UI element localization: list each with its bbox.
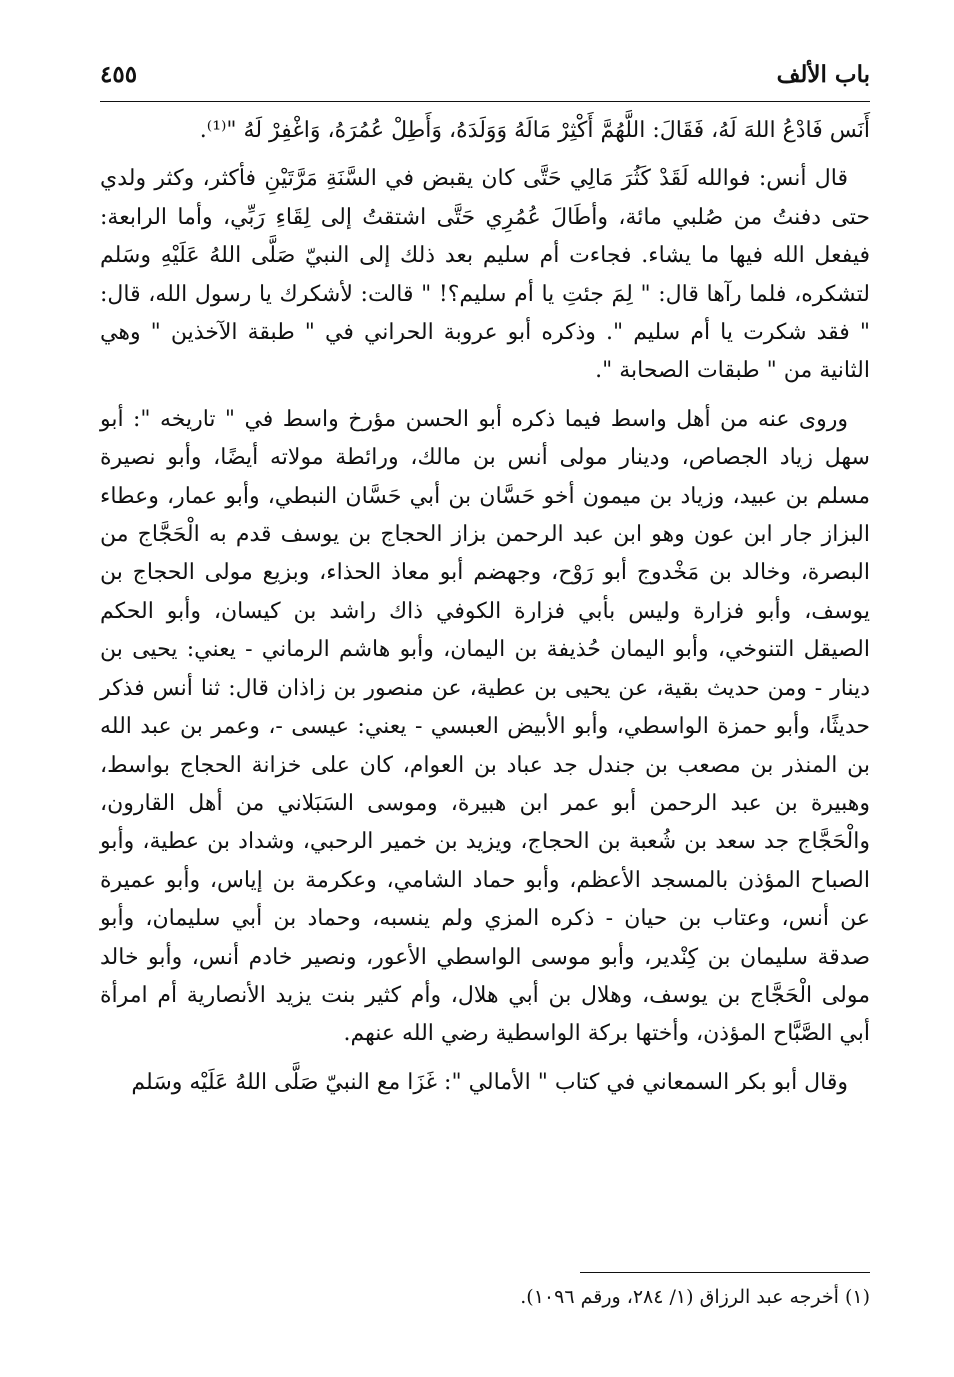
running-header	[100, 56, 870, 96]
page-number: ٤٥٥	[100, 61, 138, 88]
header-divider	[100, 101, 870, 102]
footnote: (١) أخرجه عبد الرزاق (١/ ٢٨٤، ورقم ١٠٩٦).	[520, 1286, 870, 1308]
paragraph-1: أَنَس فَادْعُ اللهَ لَهُ، فَقَالَ: اللَّهُمَّ أَكْثِرْ مَالَهُ وَوَلَدَهُ، وَأَطِلْ عُمُرَهُ، وَاغْفِرْ لَهُ "⁽¹⁾.	[199, 118, 870, 143]
main-text	[100, 112, 870, 1112]
chapter-title: باب الألف	[776, 61, 870, 88]
paragraph-3: وروى عنه من أهل واسط فيما ذكره أبو الحسن مؤرخ واسط في " تاريخه ": أبو سهل زياد الجصاص، ودينار مولى أنس بن مالك، ورائطة مولاته أيضًا، وأبو نصيرة مسلم بن عبيد، وزياد بن ميمون أخو حَسَّان بن أبي حَسَّان النبطي، وأبو عمار، وعطاء البزاز جار ابن عون وهو ابن عبد الرحمن بزاز الحجاج بن يوسف قدم به الْحَجَّاج من البصرة، وخالد بن مَخْدوج أبو رَوْح، وجهضم أبو معاذ الحذاء، وبزيع مولى الحجاج بن يوسف، وأبو فزارة وليس بأبي فزارة الكوفي ذاك راشد بن كيسان، وأبو الحكم الصيقل التنوخي، وأبو اليمان حُذيفة بن اليمان، وأبو هاشم الرماني - يعني: يحيى بن دينار - ومن حديث بقية، عن يحيى بن عطية، عن منصور بن زاذان قال: ثنا أنس فذكر حديثًا، وأبو حمزة الواسطي، وأبو الأبيض العبسي - يعني: عيسى -، وعمر بن عبد الله بن المنذر بن مصعب بن جندل جد عباد بن العوام، كان على خزانة الحجاج بواسط، وهبيرة بن عبد الرحمن أبو عمر ابن هبيرة، وموسى السَبَلاني من أهل القارون، والْحَجَّاج جد سعد بن شُعبة بن الحجاج، ويزيد بن خمير الرحبي، وشداد بن عطية، وأبو الصباح المؤذن بالمسجد الأعظم، وأبو حماد الشامي، وعكرمة بن إياس، وأبو عميرة عن أنس، وعتاب بن حيان - ذكره المزي ولم ينسبه، وحماد بن أبي سليمان، وأبو صدقة سليمان بن كِنْدير، وأبو موسى الواسطي الأعور، ونصير خادم أنس، وأبو خالد مولى الْحَجَّاج بن يوسف، وهلال بن أبي هلال، وأم كثير بنت يزيد الأنصارية أم امرأة أبي الصَّبَّاح المؤذن، وأختها بركة الواسطية رضي الله عنهم.	[100, 406, 870, 1047]
paragraph-4: وقال أبو بكر السمعاني في كتاب " الأمالي ": غَزَا مع النبيّ صَلَّى اللهُ عَلَيْه وسَلم	[131, 1069, 848, 1095]
paragraph-2: قال أنس: فوالله لَقَدْ كَثُرَ مَالِي حَتَّى كان يقبض في السَّنَةِ مَرَّتَيْنِ فأكثر، وكثر ولدي حتى دفنتُ من صُلبي مائة، وأطَالَ عُمُرِي حَتَّى اشتقتُ إلى لِقَاءِ رَبِّي، وأما الرابعة: فيفعل الله فيها ما يشاء. فجاءت أم سليم بعد ذلك إلى النبيّ صَلَّى اللهُ عَلَيْهِ وسَلم لتشكره، فلما رآها قال: " لِمَ جئتِ يا أم سليم؟! " قالت: لأشكرك يا رسول الله، قال: " فقد شكرت يا أم سليم ". وذكره أبو عروبة الحراني في " طبقة الآخذين " وهي الثانية من " طبقات الصحابة ".	[100, 166, 870, 384]
footnote-divider	[580, 1272, 870, 1273]
